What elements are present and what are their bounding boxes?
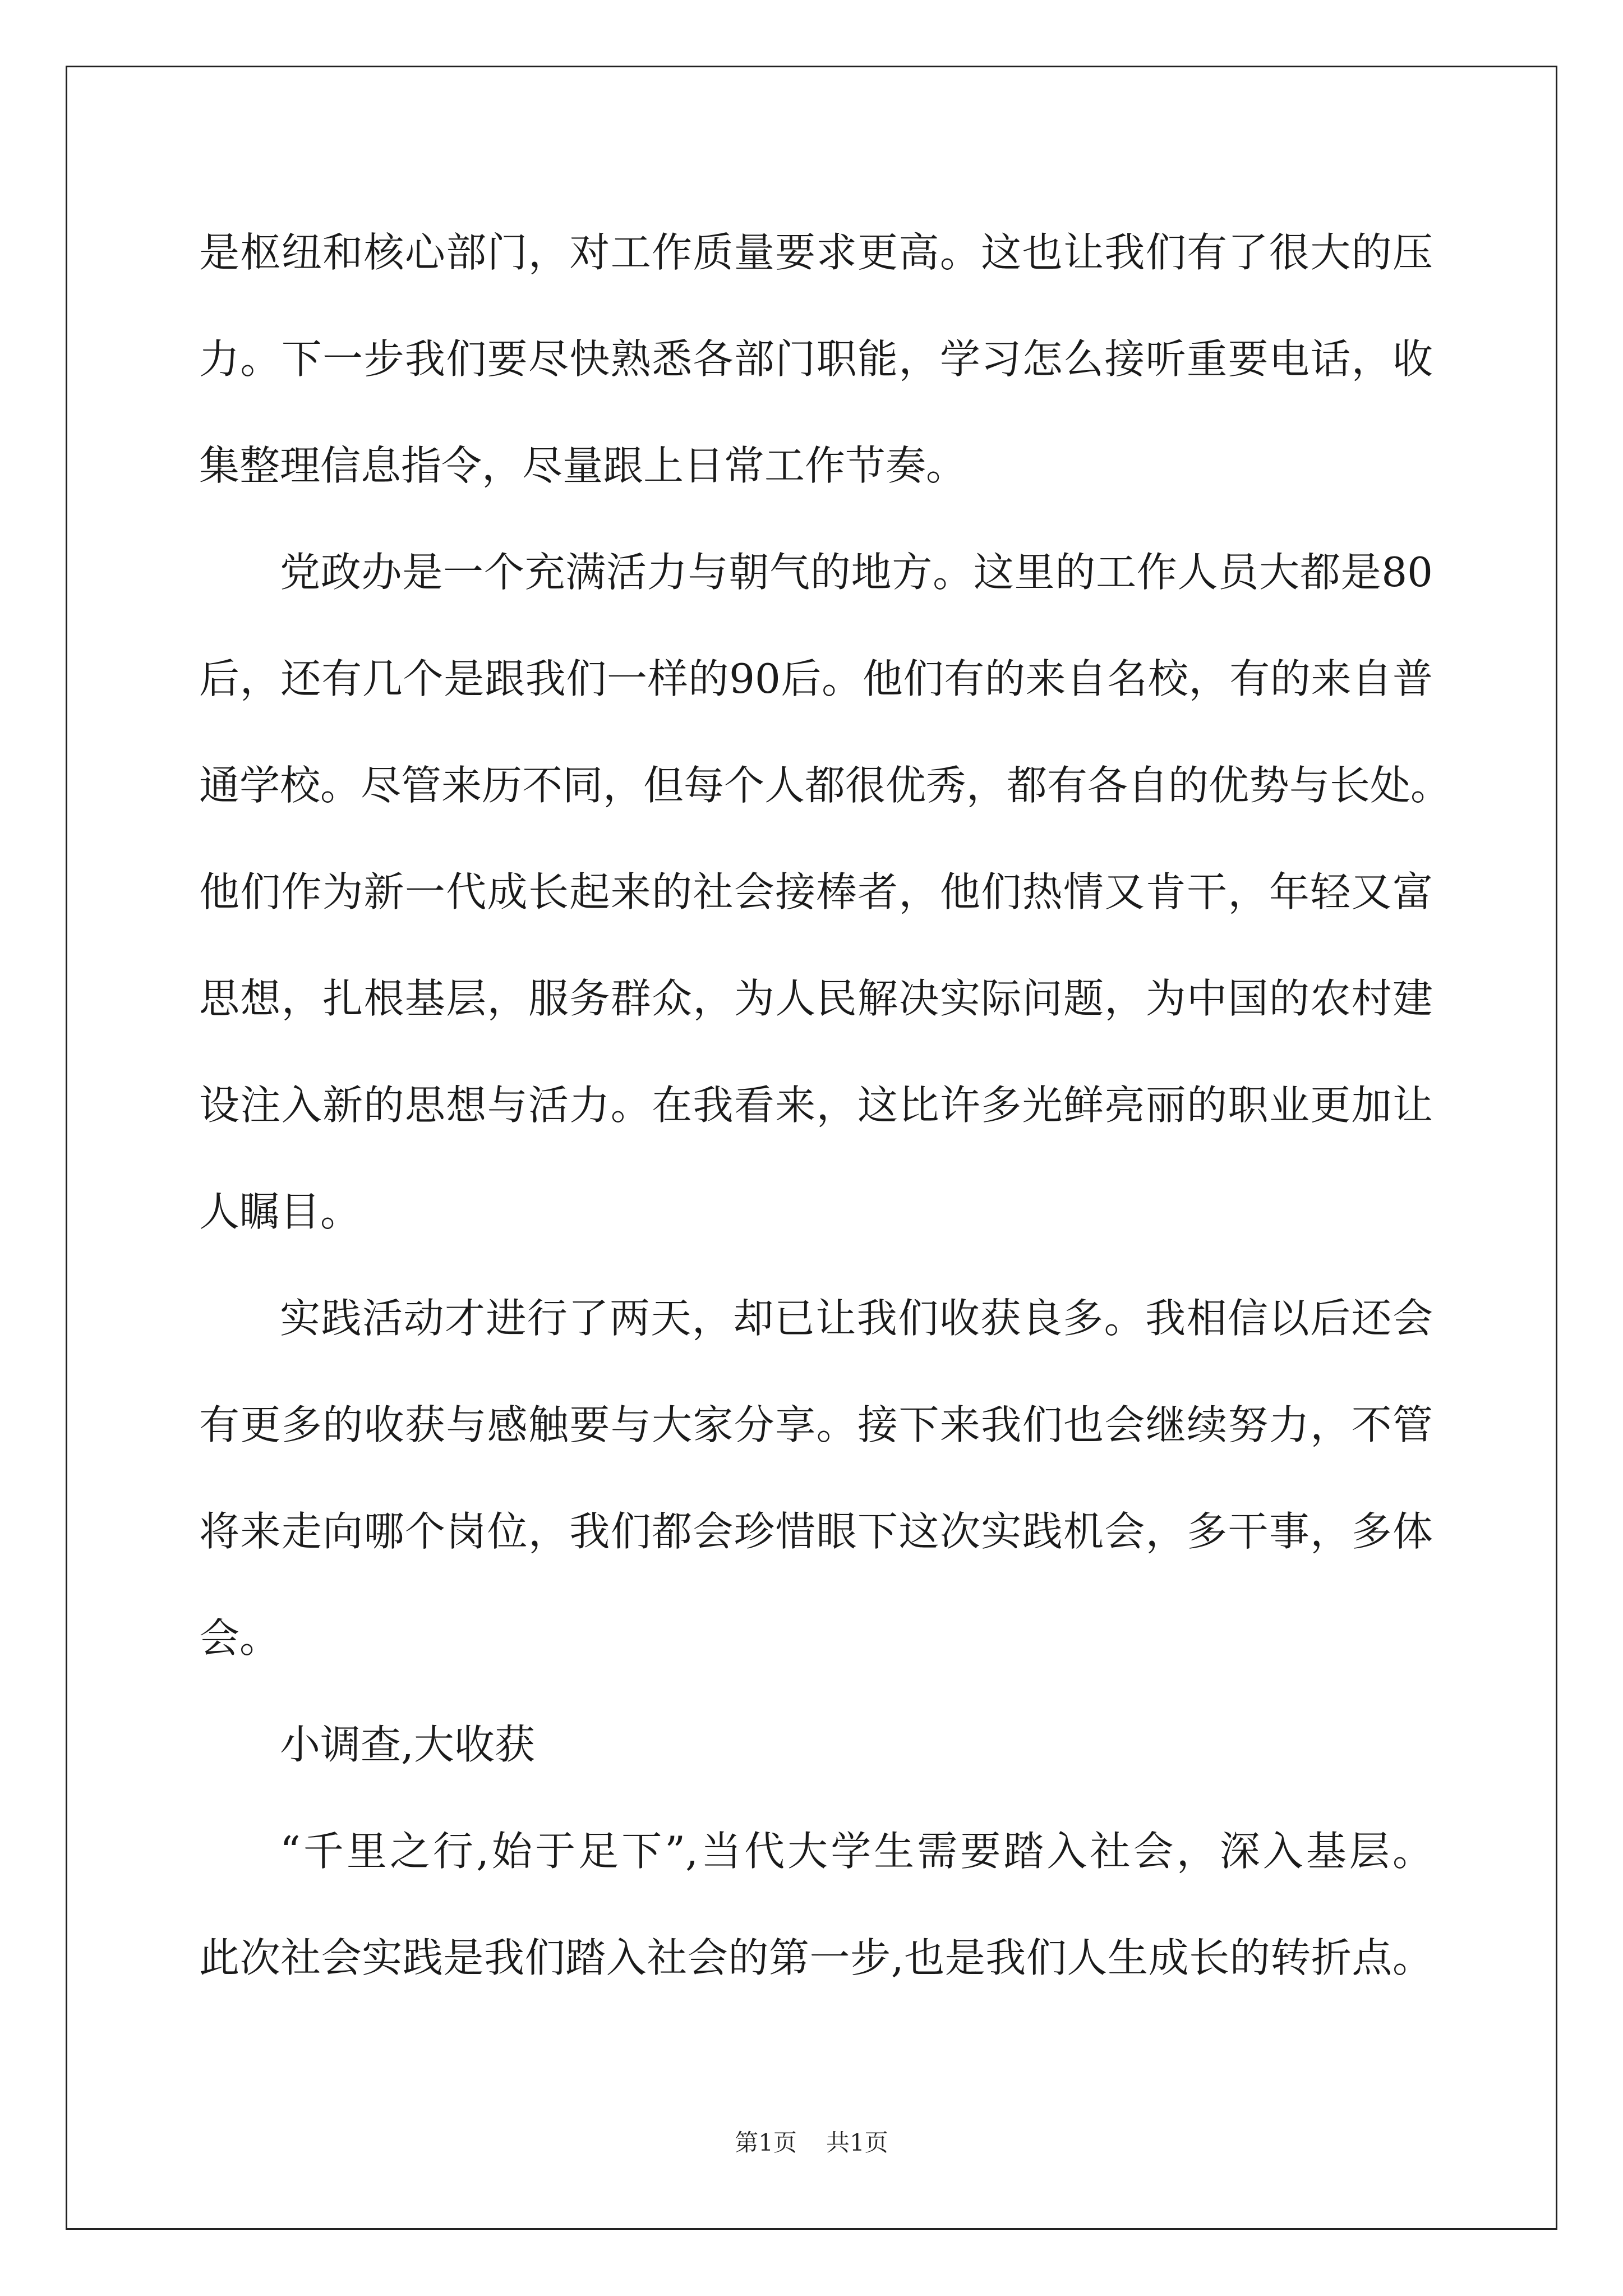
text-line: 人瞩目。 — [199, 1188, 361, 1235]
text-line: 是枢纽和核心部门，对工作质量要求更高。这也让我们有了很大的压 — [199, 229, 1433, 276]
paragraph-first-line: “千里之行,始于足下”,当代大学生需要踏入社会，深入基层。 — [280, 1828, 1433, 1875]
section-heading: 小调查,大收获 — [280, 1721, 535, 1768]
text-line: 力。下一步我们要尽快熟悉各部门职能，学习怎么接听重要电话，收 — [199, 335, 1433, 383]
text-line: 会。 — [199, 1614, 280, 1662]
text-line: 通学校。尽管来历不同，但每个人都很优秀，都有各自的优势与长处。 — [199, 762, 1451, 809]
page-footer — [0, 2126, 1623, 2160]
text-line: 后，还有几个是跟我们一样的90后。他们有的来自名校，有的来自普 — [199, 655, 1433, 702]
text-line: 思想，扎根基层，服务群众，为人民解决实际问题，为中国的农村建 — [199, 975, 1433, 1022]
text-line: 设注入新的思想与活力。在我看来，这比许多光鲜亮丽的职业更加让 — [199, 1082, 1433, 1129]
page-total: 共1页 — [826, 2129, 888, 2156]
text-line: 集整理信息指令，尽量跟上日常工作节奏。 — [199, 442, 967, 489]
paragraph-first-line: 实践活动才进行了两天，却已让我们收获良多。我相信以后还会 — [280, 1295, 1433, 1342]
text-line: 此次社会实践是我们踏入社会的第一步,也是我们人生成长的转折点。 — [199, 1934, 1433, 1981]
text-line: 有更多的收获与感触要与大家分享。接下来我们也会继续努力，不管 — [199, 1401, 1433, 1448]
text-line: 将来走向哪个岗位，我们都会珍惜眼下这次实践机会，多干事，多体 — [199, 1508, 1433, 1555]
page-number: 第1页 — [735, 2129, 797, 2156]
text-line: 他们作为新一代成长起来的社会接棒者，他们热情又肯干，年轻又富 — [199, 868, 1433, 915]
paragraph-first-line: 党政办是一个充满活力与朝气的地方。这里的工作人员大都是80 — [280, 549, 1433, 596]
